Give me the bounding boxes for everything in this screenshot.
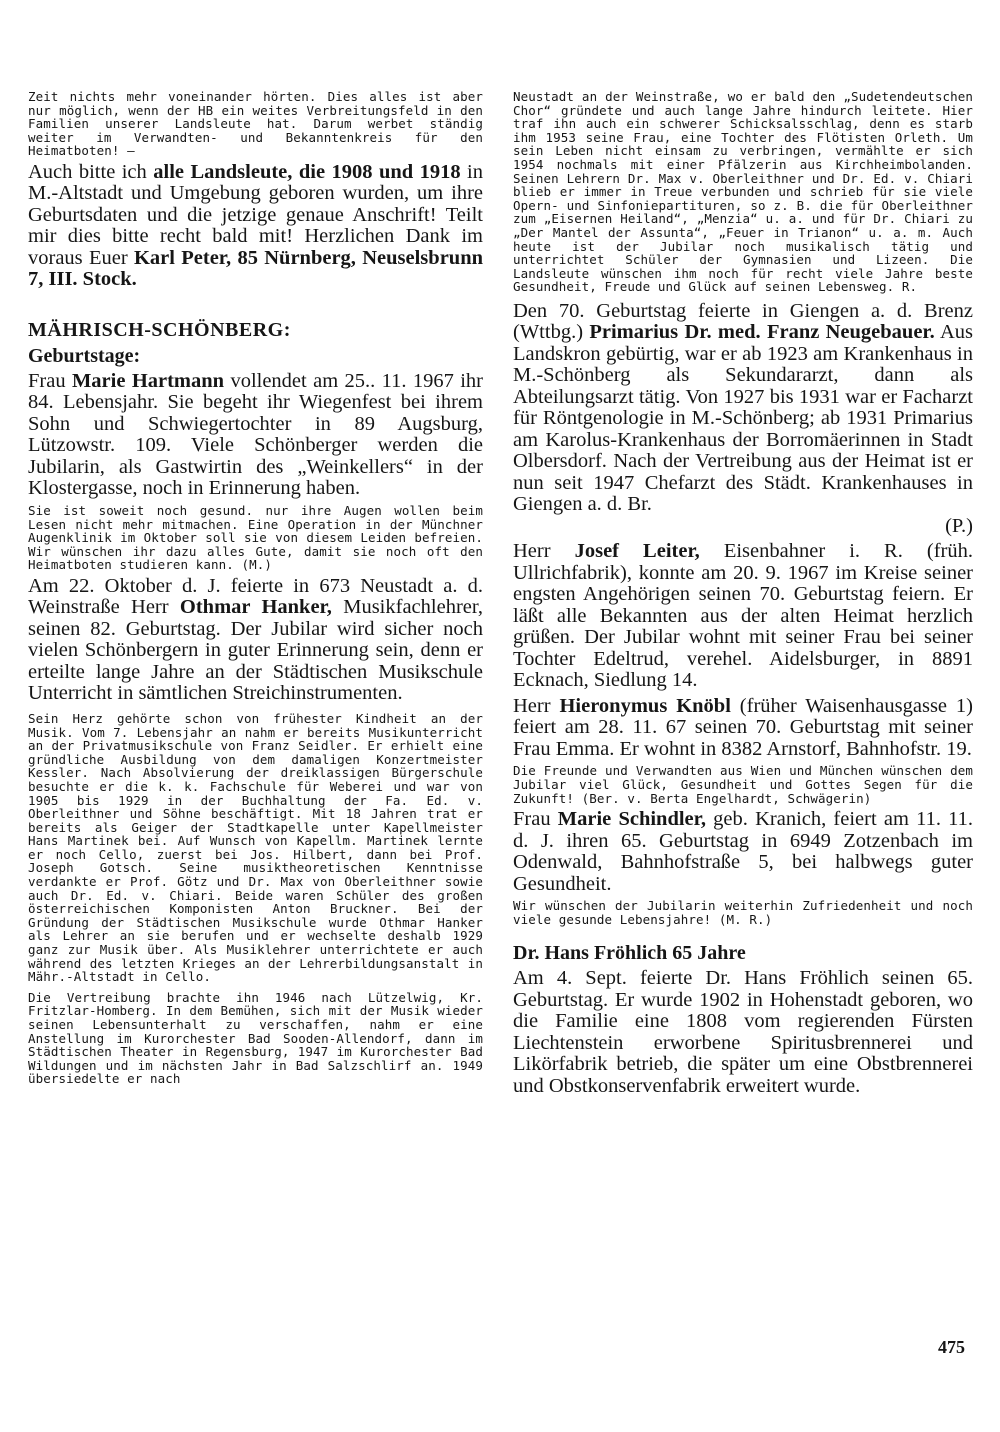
paragraph-schindler-wishes: Wir wünschen der Jubilarin weiterhin Zufriedenheit und noch viele gesunde Lebensjahre! (M. R.) [513,898,973,927]
paragraph-hartmann-health: Sie ist soweit noch gesund. nur ihre Augen wollen beim Lesen nicht mehr mitmachen. Eine Operation in der Münchner Augenklinik im Oktober soll sie von diesem Leiden befreien. Wir wünschen ihr dazu alles Gute, damit sie noch oft den Heimatboten studieren kann. (M.) [28,502,483,573]
right-column [513,90,973,1097]
paragraph-knoebl-wishes: Die Freunde und Verwandten aus Wien und München wünschen dem Jubilar viel Glück, Gesundheit und Gottes Segen für die Zukunft! (Ber. v. Berta Engelhardt, Schwägerin) [513,763,973,806]
paragraph-hartmann: Frau Marie Hartmann vollendet am 25.. 11. 1967 ihr 84. Lebensjahr. Sie begeht ihr Wiegenfest bei ihrem Sohn und Schwiegertochter in 89 Augsburg, Lützowstr. 109. Viele Schönberger werden die Jubilarin, als Gastwirtin des „Weinkellers“ in der Klostergasse, noch in Erinnerung haben. [28,369,484,500]
section-heading: MÄHRISCH-SCHÖNBERG: [28,318,291,341]
paragraph-leiter: Herr Josef Leiter, Eisenbahner i. R. (früh. Ullrichfabrik), konnte am 20. 9. 1967 im Kreise seiner engsten Angehörigen seinen 70. Geburtstag feiern. Er läßt alle Bekannten aus der alten Heimat herzlich grüßen. Der Jubilar wohnt mit seiner Frau bei seiner Tochter Edeltrud, verehel. Aidelsburger, in 8891 Ecknach, Siedlung 14. [513,540,974,692]
subheading-geburtstage: Geburtstage: [28,344,141,367]
paragraph-hanker-expulsion: Die Vertreibung brachte ihn 1946 nach Lützelwig, Kr. Fritzlar-Homberg. In dem Bemühen, sich mit der Musik wieder seinen Lebensunterhalt zu verschaffen, nahm er eine Anstellung im Kurorchester Bad Sooden-Allendorf, dann im Städtischen Theater in Regensburg, 1947 im Kurorchester Bad Wildungen und im nächsten Jahr in Bad Salzschlirf an. 1949 übersiedelte er nach [28,989,483,1087]
paragraph-hanker: Am 22. Oktober d. J. feierte in 673 Neustadt a. d. Weinstraße Herr Othmar Hanker, Musikfachlehrer, seinen 82. Geburtstag. Der Jubilar wird sicher noch vielen Schönbergern in guter Erinnerung sein, denn er erteilte lange Jahre an der Städtischen Musikschule Unterricht in sämtlichen Streichinstrumenten. [28,574,484,705]
paragraph-knoebl: Herr Hieronymus Knöbl (früher Waisenhausgasse 1) feiert am 28. 11. 67 seinen 70. Geburtstag mit seiner Frau Emma. Er wohnt in 8382 Arnstorf, Bahnhofstr. 19. [513,694,974,760]
paragraph-hanker-career: Sein Herz gehörte schon von frühester Kindheit an der Musik. Vom 7. Lebensjahr an nahm er bereits Musikunterricht an der Privatmusikschule von Franz Seidler. Er erhielt eine gründliche Ausbildung von dem damaligen Konzertmeister Kessler. Nach Absolvierung der dreiklassigen Bürgerschule besuchte er die k. k. Fachschule für Weberei und war von 1905 bis 1929 in der Buchhaltung der Fa. Ed. v. Oberleithner und Söhne beschäftigt. Mit 18 Jahren trat er bereits als Geiger der Stadtkapelle unter Kapellmeister Hans Martinek bei. Auf Wunsch von Kapellm. Martinek lernte er noch Cello, zuerst bei Jos. Hilbert, dann bei Prof. Joseph Gotsch. Seine musiktheoretischen Kenntnisse verdankte er Prof. Götz und Dr. Max von Oberleithner sowie auch Dr. Ed. v. Chiari. Beide waren Schüler des großen österreichischen Komponisten Anton Bruckner. Bei der Gründung der Städtischen Musikschule wurde Othmar Hanker als Lehrer an sie berufen und er wechselte deshalb 1929 ganz zur Musik über. Als Musiklehrer unterrichtete er auch während des letzten Krieges an der Lehrerbildungsanstalt in Mähr.-Altstadt in Cello. [28,710,483,985]
paragraph-hanker-continued: Neustadt an der Weinstraße, wo er bald den „Sudetendeutschen Chor“ gründete und auch lange Jahre hindurch leitete. Hier traf ihn auch ein schwerer Schicksalsschlag, denn es starb ihm 1953 seine Frau, eine Tochter des Flötisten Orleth. Um sein Leben nicht einsam zu verbringen, vermählte er sich 1954 nochmals mit einer Pfälzerin aus Kirchheimbolanden. Seinen Lehrern Dr. Max v. Oberleithner und Dr. Ed. v. Chiari blieb er immer in Treue verbunden und schrieb für sie viele Opern- und Sinfoniepartituren, so z. B. die für Oberleithner zum „Eisernen Heiland“, „Menzia“ u. a. und für Dr. Chiari zu „Der Mantel der Assunta“, „Feuer in Trianon“ u. a. m. Auch heute ist der Jubilar noch musikalisch tätig und unterrichtet Schüler der Gymnasien und Lizeen. Die Landsleute wünschen ihm noch für recht viele Jahre beste Gesundheit, Freude und Glück auf seinen Lebensweg. R. [513,89,973,295]
paragraph-neugebauer: Den 70. Geburtstag feierte in Giengen a. d. Brenz (Wttbg.) Primarius Dr. med. Franz Neugebauer. Aus Landskron gebürtig, war er ab 1923 am Krankenhaus in M.-Schönberg als Sekundararzt, dann als Abteilungsarzt tätig. Von 1927 bis 1931 war er Facharzt für Röntgenologie in M.-Schönberg; ab 1931 Primarius am Karolus-Krankenhaus der Borromäerinnen in Stadt Olbersdorf. Nach der Vertreibung aus der Heimat ist er nun seit 1947 Chefarzt des Städt. Krankenhauses in Giengen a. d. Br. [513,299,973,516]
left-column [28,90,483,1086]
page-number: 475 [938,1337,965,1357]
paragraph-birth-data-request: Auch bitte ich alle Landsleute, die 1908 und 1918 in M.-Altstadt und Umgebung geboren wurden, um ihre Geburtsdaten und die jetzige genaue Anschrift! Teilt mir dies bitte recht bald mit! Herzlichen Dank im voraus Euer Karl Peter, 85 Nürnberg, Neuselsbrunn 7, III. Stock. [28,160,484,291]
paragraph-froehlich: Am 4. Sept. feierte Dr. Hans Fröhlich seinen 65. Geburtstag. Er wurde 1902 in Hohenstadt geboren, wo die Familie eine 1808 vom regierenden Fürsten Liechtenstein erworbene Spiritusbrennerei und Likörfabrik betrieb, die später um eine Obstbrennerei und Obstkonservenfabrik erweitert wurde. [513,967,973,1097]
heading-froehlich: Dr. Hans Fröhlich 65 Jahre [513,942,746,965]
paragraph-schindler: Frau Marie Schindler, geb. Kranich, feiert am 11. 11. d. J. ihren 65. Geburtstag in 6949 Zotzenbach im Odenwald, Bahnhofstraße 5, bei halbwegs guter Gesundheit. [513,808,973,895]
paragraph-hb-appeal: Zeit nichts mehr voneinander hörten. Dies alles ist aber nur möglich, wenn der HB ein weites Verbreitungsfeld in den Familien unserer Landsleute hat. Darum werbet ständig weiter im Verwandten- und Bekanntenkreis für den Heimatboten! — [28,89,483,159]
signature-p: (P.) [945,514,973,537]
